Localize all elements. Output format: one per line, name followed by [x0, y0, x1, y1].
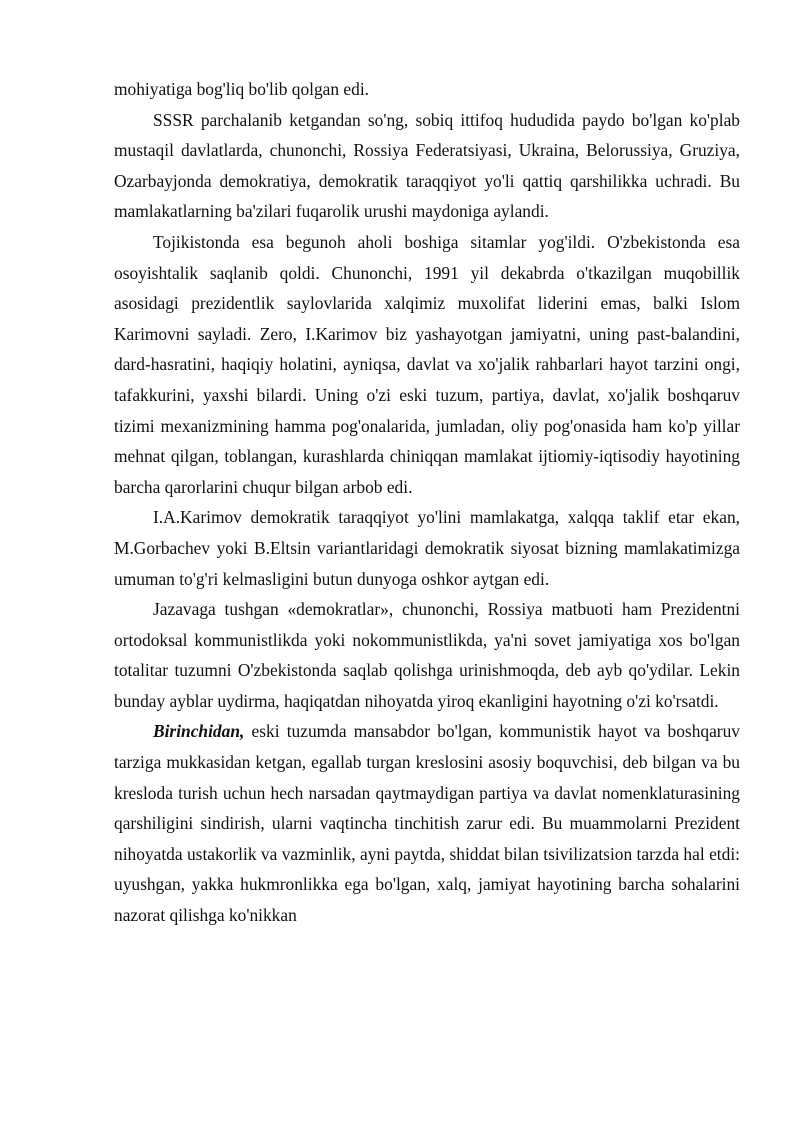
paragraph-continuation [114, 74, 740, 105]
paragraph-tojikiston [114, 227, 740, 502]
paragraph-sssr [114, 105, 740, 227]
paragraph-text: Tojikistonda esa begunoh aholi boshiga sitamlar yog'ildi. O'zbekistonda esa osoyishtalik saqlanib qoldi. Chunonchi, 1991 yil dekabrda o'tkazilgan muqobillik asosidagi prezidentlik saylovlarida xalqimiz muxolifat liderini emas, balki Islom Karimovni sayladi. Zero, I.Karimov biz yashayotgan jamiyatni, uning past-balandini, dard-hasratini, haqiqiy holatini, ayniqsa, davlat va xo'jalik rahbarlari hayot tarzini ongi, tafakkurini, yaxshi bilardi. Uning o'zi eski tuzum, partiya, davlat, xo'jalik boshqaruv tizimi mexanizmining hamma pog'onalarida, jumladan, oliy pog'onasida ham ko'p yillar mehnat qilgan, toblangan, kurashlarda chiniqqan mamlakat ijtiomiy-iqtisodiy hayotining barcha qarorlarini chuqur bilgan arbob edi. [114, 231, 740, 497]
paragraph-text: mohiyatiga bog'liq bo'lib qolgan edi. [114, 79, 370, 99]
body-text [114, 74, 740, 931]
paragraph-text: eski tuzumda mansabdor bo'lgan, kommunistik hayot va boshqaruv tarziga mukkasidan ketgan, egallab turgan kreslosini asosiy boquvchisi, deb bilgan va bu kresloda turish uchun hech narsadan qaytmaydigan partiya va davlat nomenklaturasining qarshiligini sindirish, ularni vaqtincha tinchitish zarur edi. Bu muammolarni Prezident nihoyatda ustakorlik va vazminlik, ayni paytda, shiddat bilan tsivilizatsion tarzda hal etdi: uyushgan, yakka hukmronlikka ega bo'lgan, xalq, jamiyat hayotining barcha sohalarini nazorat qilishga ko'nikkan [114, 721, 740, 926]
paragraph-text: Jazavaga tushgan «demokratlar», chunonchi, Rossiya matbuoti ham Prezidentni ortodoksal kommunistlikda yoki nokommunistlikda, ya'ni sovet jamiyatiga xos bo'lgan totalitar tuzumni O'zbekistonda saqlab qolishga urinishmoqda, deb ayb qo'ydilar. Lekin bunday ayblar uydirma, haqiqatdan nihoyatda yiroq ekanligini hayotning o'zi ko'rsatdi. [114, 599, 740, 711]
paragraph-text: I.A.Karimov demokratik taraqqiyot yo'lini mamlakatga, xalqqa taklif etar ekan, M.Gorbachev yoki B.Eltsin variantlaridagi demokratik siyosat bizning mamlakatimizga umuman to'g'ri kelmasligini butun dunyoga oshkor aytgan edi. [114, 507, 740, 589]
paragraph-birinchidan [114, 716, 740, 930]
paragraph-lead-emphasis: Birinchidan, [153, 721, 245, 742]
paragraph-karimov [114, 502, 740, 594]
paragraph-jazavaga [114, 594, 740, 716]
paragraph-text: SSSR parchalanib ketgandan so'ng, sobiq ittifoq hududida paydo bo'lgan ko'plab mustaqil davlatlarda, chunonchi, Rossiya Federatsiyasi, Ukraina, Belorussiya, Gruziya, Ozarbayjonda demokratiya, demokratik taraqqiyot yo'li qattiq qarshilikka uchradi. Bu mamlakatlarning ba'zilari fuqarolik urushi maydoniga aylandi. [114, 109, 740, 222]
